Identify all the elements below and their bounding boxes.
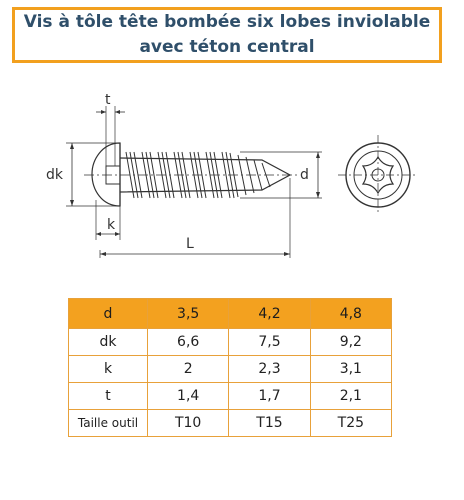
label-l: L (186, 236, 194, 252)
table-cell: T10 (148, 410, 229, 437)
end-view (338, 135, 418, 215)
row-label: t (69, 383, 148, 410)
table-cell: 2 (148, 356, 229, 383)
label-k: k (107, 217, 116, 233)
row-label: dk (69, 329, 148, 356)
table-row (69, 410, 392, 437)
header-cell: 4,8 (310, 299, 391, 329)
title-line-2: avec téton central (139, 37, 315, 57)
table-cell: 3,1 (310, 356, 391, 383)
table-row (69, 383, 392, 410)
table-cell: 1,7 (229, 383, 310, 410)
table-cell: 2,1 (310, 383, 391, 410)
table-cell: 7,5 (229, 329, 310, 356)
label-t: t (105, 92, 111, 108)
table-cell: 6,6 (148, 329, 229, 356)
table-cell: 2,3 (229, 356, 310, 383)
label-d: d (300, 167, 309, 183)
row-label: Taille outil (69, 410, 148, 437)
title-line-1: Vis à tôle tête bombée six lobes inviolable (23, 12, 431, 32)
table-row (69, 356, 392, 383)
screw-diagram (0, 80, 464, 280)
header-label: d (69, 299, 148, 329)
specs-table (68, 298, 392, 437)
label-dk: dk (46, 167, 63, 183)
table-cell: 9,2 (310, 329, 391, 356)
title-box (12, 7, 442, 63)
header-cell: 4,2 (229, 299, 310, 329)
table-cell: T25 (310, 410, 391, 437)
table-header-row (69, 299, 392, 329)
row-label: k (69, 356, 148, 383)
table-cell: 1,4 (148, 383, 229, 410)
table-cell: T15 (229, 410, 310, 437)
table-row (69, 329, 392, 356)
header-cell: 3,5 (148, 299, 229, 329)
